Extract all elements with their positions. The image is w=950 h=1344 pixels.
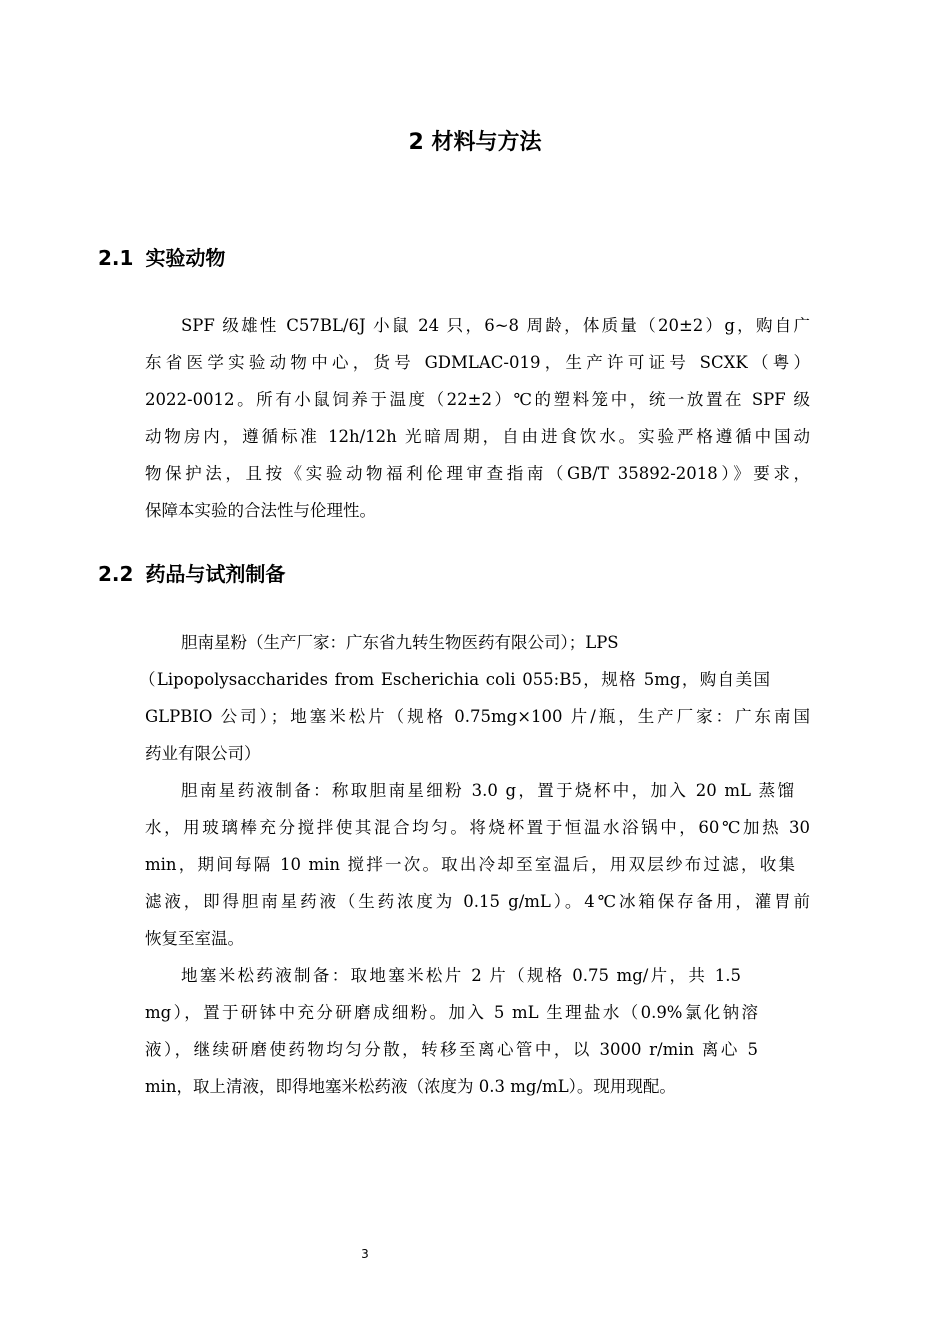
section-heading-2-2 (98, 559, 285, 589)
section-number: 2.1 (98, 246, 134, 270)
paragraph-line: min，取上清液，即得地塞米松药液（浓度为 0.3 mg/mL）。现用现配。 (145, 1077, 676, 1096)
paragraph-line: 滤液，即得胆南星药液（生药浓度为 0.15 g/mL）。4℃冰箱保存备用，灌胃前 (145, 892, 810, 911)
paragraph-experimental-animals (145, 307, 810, 529)
section-title: 实验动物 (145, 246, 226, 270)
paragraph-line: 2022-0012。所有小鼠饲养于温度（22±2）℃的塑料笼中，统一放置在 SPF 级 (145, 390, 810, 409)
paragraph-line: 地塞米松药液制备：取地塞米松片 2 片（规格 0.75 mg/片，共 1.5 (181, 966, 741, 985)
paragraph-line: 胆南星粉（生产厂家：广东省九转生物医药有限公司）；LPS (181, 633, 619, 652)
chapter-title: 2 材料与方法 (408, 130, 542, 155)
paragraph-line: 药业有限公司） (145, 744, 261, 763)
paragraph-line: 恢复至室温。 (145, 929, 244, 948)
paragraph-line: 物保护法，且按《实验动物福利伦理审查指南（GB/T 35892-2018）》要求， (145, 464, 810, 483)
section-number: 2.2 (98, 562, 134, 586)
paragraph-line: 东省医学实验动物中心，货号 GDMLAC-019，生产许可证号 SCXK（粤） (145, 353, 810, 372)
paragraph-dexamethasone-preparation (145, 957, 810, 1105)
paragraph-line: SPF 级雄性 C57BL/6J 小鼠 24 只，6~8 周龄，体质量（20±2）g，购自广 (181, 316, 810, 335)
page-number: 3 (361, 1247, 369, 1261)
paragraph-line: 动物房内，遵循标准 12h/12h 光暗周期，自由进食饮水。实验严格遵循中国动 (145, 427, 810, 446)
paragraph-line: 液），继续研磨使药物均匀分散，转移至离心管中，以 3000 r/min 离心 5 (145, 1040, 758, 1059)
paragraph-line: 胆南星药液制备：称取胆南星细粉 3.0 g，置于烧杯中，加入 20 mL 蒸馏 (181, 781, 794, 800)
paragraph-line: GLPBIO 公司）；地塞米松片（规格 0.75mg×100 片/瓶，生产厂家：广东南国 (145, 707, 811, 726)
section-heading-2-1 (98, 243, 225, 273)
paragraph-line: （Lipopolysaccharides from Escherichia coli 055:B5，规格 5mg，购自美国 (139, 670, 770, 689)
paragraph-line: mg），置于研钵中充分研磨成细粉。加入 5 mL 生理盐水（0.9%氯化钠溶 (145, 1003, 758, 1022)
paragraph-drugs-and-reagents (139, 624, 811, 772)
paragraph-bile-arisaema-preparation (145, 772, 810, 957)
paragraph-line: 水，用玻璃棒充分搅拌使其混合均匀。将烧杯置于恒温水浴锅中，60℃加热 30 (145, 818, 810, 837)
section-title: 药品与试剂制备 (145, 562, 286, 586)
paragraph-line: 保障本实验的合法性与伦理性。 (145, 501, 376, 520)
paragraph-line: min，期间每隔 10 min 搅拌一次。取出冷却至室温后，用双层纱布过滤，收集 (145, 855, 795, 874)
